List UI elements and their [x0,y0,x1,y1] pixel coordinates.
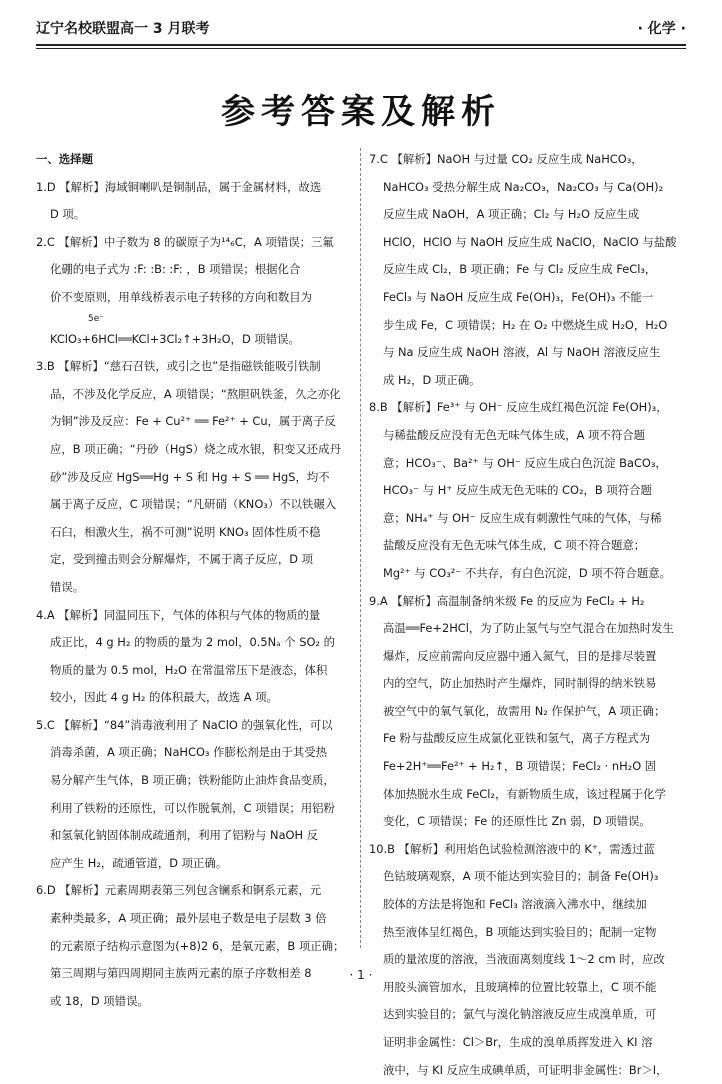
answer-line: 10.B 【解析】利用焰色试验检测溶液中的 K⁺，需透过蓝 [369,841,655,856]
answer-line: 液中，与 KI 反应生成碘单质，可证明非金属性：Br＞I， [383,1062,668,1077]
section-title: 一、选择题 [36,152,93,166]
page-number: · 1 · [349,968,373,982]
answer-line: NaHCO₃ 受热分解生成 Na₂CO₃，Na₂CO₃ 与 Ca(OH)₂ [383,179,664,194]
answer-line: 4.A 【解析】同温同压下，气体的体积与气体的物质的量 [36,607,321,622]
answer-line: 3.B 【解析】“慈石召铁，或引之也”是指磁铁能吸引铁制 [36,359,321,374]
answer-line: 或 18，D 项错误。 [50,993,149,1008]
answer-line: 错误。 [50,579,85,594]
answer-line: 意；HCO₃⁻、Ba²⁺ 与 OH⁻ 反应生成白色沉淀 BaCO₃， [383,455,667,470]
answer-line: 品，不涉及化学反应，A 项错误；“熬胆矾铁釜，久之亦化 [50,386,341,401]
answer-line: 为铜”涉及反应：Fe + Cu²⁺ ══ Fe²⁺ + Cu，属于离子反 [50,414,336,429]
answer-line: 色钴玻璃观察，A 项不能达到实验目的；制备 Fe(OH)₃ [383,869,659,884]
answer-line: 较小，因此 4 g H₂ 的体积最大，故选 A 项。 [50,690,278,705]
answer-line: 6.D 【解析】元素周期表第三列包含镧系和锕系元素，元 [36,883,322,898]
answer-line: 8.B 【解析】Fe³⁺ 与 OH⁻ 反应生成红褐色沉淀 Fe(OH)₃， [369,400,668,415]
page-title: 参考答案及解析 [221,92,501,132]
answer-line: 与稀盐酸反应没有无色无味气体生成，A 项不符合题 [383,427,646,442]
header-rule-thin [36,48,686,49]
left-column [36,146,352,1015]
electron-transfer-label: 5e⁻ [88,313,105,324]
header-subject: · 化学 · [637,21,686,37]
answer-line: 应，B 项正确；“丹砂（HgS）烧之成水银，积变又还成丹 [50,441,341,456]
answer-line: 盐酸反应没有无色无味气体生成，C 项不符合题意； [383,538,646,553]
answer-line: 热至液体呈红褐色，B 项能达到实验目的；配制一定物 [383,924,657,939]
answer-line: 砂”涉及反应 HgS══Hg + S 和 Hg + S ══ HgS，均不 [50,469,330,484]
answer-line: 素种类最多，A 项正确；最外层电子数是电子层数 3 倍 [50,911,327,926]
answer-line: 爆炸，反应前需向反应器中通入氮气，目的是排尽装置 [383,648,657,663]
column-divider [360,148,361,948]
answer-line: Fe 粉与盐酸反应生成氯化亚铁和氢气，离子方程式为 [383,731,651,746]
page-header [36,14,686,42]
answer-line: 高温══Fe+2HCl，为了防止氢气与空气混合在加热时发生 [383,621,674,636]
answer-line: 与 Na 反应生成 NaOH 溶液，Al 与 NaOH 溶液反应生 [383,345,661,360]
answer-line: 消毒杀菌，A 项正确；NaHCO₃ 作膨松剂是由于其受热 [50,745,328,760]
answer-line: 用胶头滴管加水，且玻璃棒的位置比较靠上，C 项不能 [383,979,657,994]
answer-line: 第三周期与第四周期同主族两元素的原子序数相差 8 [50,966,312,981]
answer-line: 内的空气，防止加热时产生爆炸，同时制得的纳米铁易 [383,676,657,691]
answer-line: 价不变原则，用单线桥表示电子转移的方向和数目为 [50,289,312,304]
answer-line: 利用了铁粉的还原性，可以作脱氧剂，C 项错误；用铝粉 [50,800,335,815]
answer-line: 成 H₂，D 项正确。 [383,372,481,387]
answer-line: Mg²⁺ 与 CO₃²⁻ 不共存，有白色沉淀，D 项不符合题意。 [383,565,671,580]
answer-line: 9.A 【解析】高温制备纳米级 Fe 的反应为 FeCl₂ + H₂ [369,593,645,608]
answer-line: 易分解产生气体，B 项正确；铁粉能防止油炸食品变质， [50,773,335,788]
answer-line: 7.C 【解析】NaOH 与过量 CO₂ 反应生成 NaHCO₃， [369,152,643,166]
answer-line: 被空气中的氧气氧化，故需用 N₂ 作保护气，A 项正确； [383,703,666,718]
answer-line: 步生成 Fe，C 项错误；H₂ 在 O₂ 中燃烧生成 H₂O，H₂O [383,317,668,332]
header-left: 辽宁名校联盟高一 3 月联考 [36,21,210,37]
answer-line: 意；NH₄⁺ 与 OH⁻ 反应生成有刺激性气味的气体，与稀 [383,510,662,525]
answer-line: 成正比，4 g H₂ 的物质的量为 2 mol，0.5Nₐ 个 SO₂ 的 [50,635,335,650]
answer-line: 达到实验目的；氯气与溴化钠溶液反应生成溴单质，可 [383,1007,657,1022]
answer-line: Fe+2H⁺══Fe²⁺ + H₂↑，B 项错误；FeCl₂ · nH₂O 固 [383,759,657,774]
answer-line: 反应生成 NaOH，A 项正确；Cl₂ 与 H₂O 反应生成 [383,207,640,222]
answer-line: 证明非金属性：Cl＞Br，生成的溴单质挥发进入 KI 溶 [383,1035,653,1049]
answer-line: 和氢氧化钠固体制成疏通剂，利用了铝粉与 NaOH 反 [50,828,319,843]
answer-line: 体加热脱水生成 FeCl₂，有新物质生成，该过程属于化学 [383,786,666,801]
answer-line: 变化，C 项错误；Fe 的还原性比 Zn 弱，D 项错误。 [383,814,651,829]
answer-line: 1.D 【解析】海域铜喇叭是铜制品，属于金属材料，故选 [36,179,322,194]
header-rule [36,44,686,46]
answer-line: KClO₃+6HCl══KCl+3Cl₂↑+3H₂O，D 项错误。 [50,331,300,346]
answer-line: 物质的量为 0.5 mol，H₂O 在常温常压下是液态，体积 [50,662,328,677]
answer-line: 的元素原子结构示意图为(+8)2 6，是氧元素，B 项正确； [50,938,345,953]
answer-line: 化硼的电子式为 :F: :B: :F: ，B 项错误；根据化合 [50,262,301,277]
answer-line: 胶体的方法是将饱和 FeCl₃ 溶液滴入沸水中，继续加 [383,897,647,912]
answer-line: 应产生 H₂，疏通管道，D 项正确。 [50,855,228,870]
answer-line: 质的量浓度的溶液，当液面离刻度线 1～2 cm 时，应改 [383,952,665,967]
answer-line: 5.C 【解析】“84”消毒液利用了 NaClO 的强氧化性，可以 [36,717,333,732]
answer-line: FeCl₃ 与 NaOH 反应生成 Fe(OH)₃，Fe(OH)₃ 不能一 [383,289,654,304]
answer-line: 石臼，相激火生，祸不可测”说明 KNO₃ 固体性质不稳 [50,524,321,539]
answer-line: 反应生成 Cl₂，B 项正确；Fe 与 Cl₂ 反应生成 FeCl₃， [383,262,657,277]
answer-line: 2.C 【解析】中子数为 8 的碳原子为¹⁴₆C，A 项错误；三氟 [36,234,334,249]
right-column [369,146,685,1084]
answer-line: HClO，HClO 与 NaOH 反应生成 NaClO，NaClO 与盐酸 [383,234,677,249]
answer-line: 定，受到撞击则会分解爆炸，不属于离子反应，D 项 [50,552,313,567]
answer-line: 属于离子反应，C 项错误；“凡研硝（KNO₃）不以铁碾入 [50,497,337,512]
answer-line: HCO₃⁻ 与 H⁺ 反应生成无色无味的 CO₂，B 项符合题 [383,483,652,498]
answer-line: D 项。 [50,207,86,222]
